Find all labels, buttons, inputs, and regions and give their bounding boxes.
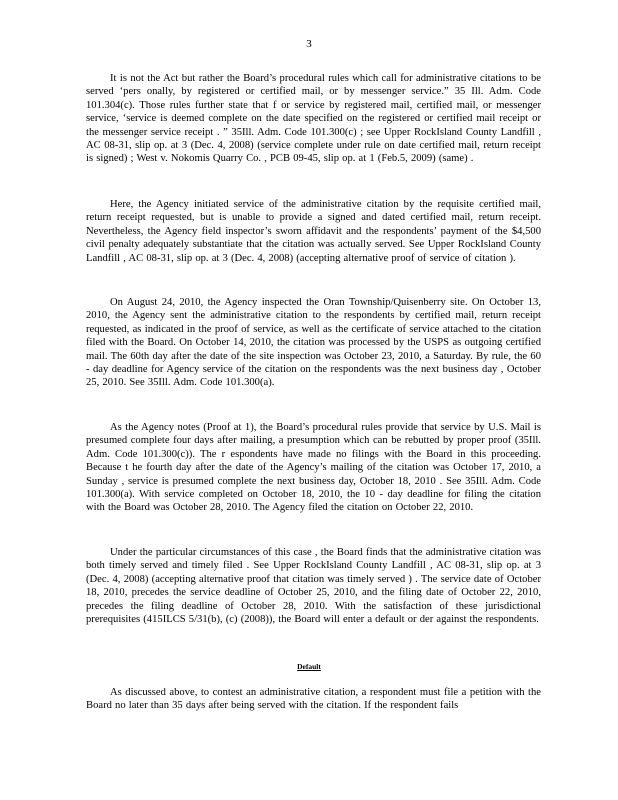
paragraph-service-rules: It is not the Act but rather the Board’s procedural rules which call for administrative citations to be served ‘pers onally, by registered or certified mail, or by messenger service.” 35 Ill. Adm. Code 101.304(c). Those rules further state that f or service by registered mail, certified mail, or messenger service, ‘service is deemed complete on the date specified on the registered or certified mail receipt or the messenger service receipt . ” 35Ill. Adm. Code 101.300(c) ; see Upper RockIsland County Landfill , AC 08-31, slip op. at 3 (Dec. 4, 2008) (service complete under rule on date certified mail, return receipt is signed) ; West v. Nokomis Quarry Co. , PCB 09-45, slip op. at 1 (Feb.5, 2009) (same) .	[86, 73, 541, 165]
paragraph-default-intro: As discussed above, to contest an administrative citation, a respondent must file a petition with the Board no later than 35 days after being served with the citation. If the respondent fails	[86, 687, 541, 712]
paragraph-inspection-timeline: On August 24, 2010, the Agency inspected the Oran Township/Quisenberry site. On October 13, 2010, the Agency sent the administrative citation to the respondents by certified mail, return receipt requested, as indicated in the proof of service, as well as the certificate of service attached to the citation filed with the Board. On October 14, 2010, the citation was processed by the USPS as outgoing certified mail. The 60th day after the date of the site inspection was October 23, 2010, a Saturday. By rule, the 60 - day deadline for Agency service of the citation on the respondents was the next business day , October 25, 2010. See 35Ill. Adm. Code 101.300(a).	[86, 297, 541, 389]
paragraph-alternative-proof: Here, the Agency initiated service of the administrative citation by the requisite certified mail, return receipt requested, but is unable to provide a signed and dated certified mail, return receipt. Nevertheless, the Agency field inspector’s sworn affidavit and the respondents’ payment of the $4,500 civil penalty adequately substantiate that the citation was actually served. See Upper RockIsland County Landfill , AC 08-31, slip op. at 3 (Dec. 4, 2008) (accepting alternative proof of service of citation ).	[86, 199, 541, 264]
section-heading-default: Default	[297, 662, 321, 671]
paragraph-presumed-service: As the Agency notes (Proof at 1), the Board’s procedural rules provide that service by U.S. Mail is presumed complete four days after mailing, a presumption which can be rebutted by proper proof (35Ill. Adm. Code 101.300(c)). The r espondents have made no filings with the Board in this proceeding. Because t he fourth day after the date of the Agency’s mailing of the citation was October 17, 2010, a Sunday , service is presumed complete the next business day, October 18, 2010 . See 35Ill. Adm. Code 101.300(a). With service completed on October 18, 2010, the 10 - day deadline for filing the citation with the Board was October 28, 2010. The Agency filed the citation on October 22, 2010.	[86, 422, 541, 514]
paragraph-board-finding: Under the particular circumstances of this case , the Board finds that the administrative citation was both timely served and timely filed . See Upper RockIsland County Landfill , AC 08-31, slip op. at 3 (Dec. 4, 2008) (accepting alternative proof that citation was timely served ) . The service date of October 18, 2010, precedes the service deadline of October 25, 2010, and the filing date of October 22, 2010, precedes the filing deadline of October 28, 2010. With the satisfaction of these jurisdictional prerequisites (415ILCS 5/31(b), (c) (2008)), the Board will enter a default or der against the respondents.	[86, 547, 541, 626]
page-number: 3	[306, 38, 312, 50]
